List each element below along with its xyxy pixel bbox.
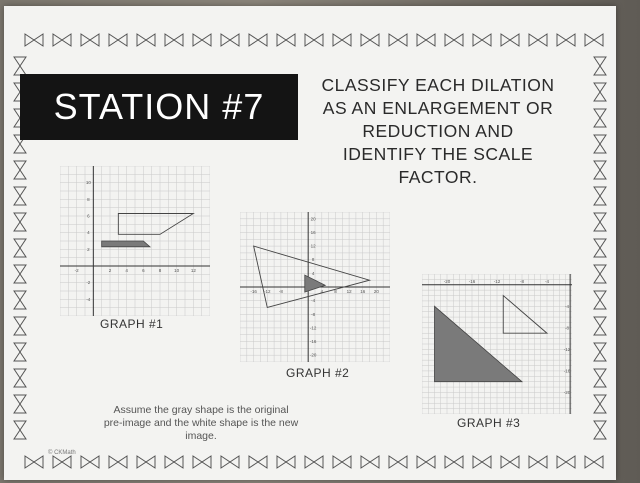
tick-label: -4 [311, 298, 316, 304]
tick-label: -16 [250, 289, 257, 294]
tick-label: 10 [174, 268, 180, 273]
tick-label: 4 [125, 268, 128, 273]
border-arrow-icon [594, 265, 606, 283]
border-arrow-icon [594, 291, 606, 309]
border-arrow-icon [417, 456, 435, 468]
tick-label: 8 [158, 268, 162, 273]
border-arrow-icon [14, 317, 26, 335]
border-arrow-icon [14, 395, 26, 413]
tick-label: -16 [309, 339, 317, 345]
border-arrow-icon [557, 456, 575, 468]
tick-label: -4 [564, 303, 570, 309]
instruction-line: FACTOR. [398, 167, 478, 187]
copyright: © CKMath [48, 450, 76, 456]
tick-label: 12 [190, 268, 196, 273]
border-arrow-icon [193, 34, 211, 46]
instruction-line: REDUCTION AND [362, 121, 514, 141]
border-arrow-icon [594, 213, 606, 231]
graph-2-label: GRAPH #2 [286, 366, 350, 380]
tick-label: 8 [334, 289, 337, 294]
border-arrow-icon [501, 34, 519, 46]
border-arrow-icon [417, 34, 435, 46]
tick-label: 4 [320, 289, 324, 294]
border-arrow-icon [277, 34, 295, 46]
border-arrow-icon [361, 34, 379, 46]
border-arrow-icon [445, 456, 463, 468]
border-arrow-icon [221, 456, 239, 468]
border-arrow-icon [137, 456, 155, 468]
border-arrow-icon [81, 456, 99, 468]
tick-label: 4 [311, 270, 315, 276]
border-arrow-icon [277, 456, 295, 468]
border-arrow-icon [333, 456, 351, 468]
note-line: pre-image and the white shape is the new [103, 417, 299, 429]
border-arrow-icon [81, 34, 99, 46]
border-arrow-icon [109, 34, 127, 46]
border-arrow-icon [594, 57, 606, 75]
graph-3 [422, 274, 572, 414]
border-arrow-icon [305, 34, 323, 46]
tick-label: 16 [310, 229, 316, 235]
border-arrow-icon [53, 456, 71, 468]
border-arrow-icon [594, 161, 606, 179]
border-arrow-icon [109, 456, 127, 468]
tick-label: 6 [142, 268, 145, 273]
tick-label: -8 [311, 311, 316, 317]
border-arrow-icon [14, 57, 26, 75]
border-arrow-icon [53, 34, 71, 46]
border-arrow-icon [221, 34, 239, 46]
border-arrow-icon [165, 34, 183, 46]
tick-label: -20 [443, 278, 451, 284]
border-arrow-icon [165, 456, 183, 468]
tick-label: 20 [373, 289, 379, 294]
tick-label: -16 [468, 278, 476, 284]
tick-label: -12 [309, 325, 317, 331]
border-arrow-icon [305, 456, 323, 468]
border-arrow-icon [389, 456, 407, 468]
border-arrow-icon [529, 34, 547, 46]
border-arrow-icon [14, 239, 26, 257]
border-arrow-icon [25, 34, 43, 46]
border-arrow-icon [594, 83, 606, 101]
border-arrow-icon [14, 213, 26, 231]
border-arrow-icon [25, 456, 43, 468]
tick-label: 20 [310, 216, 316, 222]
gray-preimage [102, 241, 150, 247]
border-arrow-icon [594, 395, 606, 413]
instruction-line: AS AN ENLARGEMENT OR [322, 98, 554, 118]
border-arrow-icon [249, 34, 267, 46]
graph-2 [240, 212, 390, 362]
border-arrow-icon [14, 187, 26, 205]
border-arrow-icon [361, 456, 379, 468]
border-arrow-icon [594, 135, 606, 153]
border-arrow-icon [473, 34, 491, 46]
white-image [118, 214, 193, 235]
tick-label: 6 [87, 213, 90, 219]
border-arrow-icon [594, 421, 606, 439]
border-arrow-icon [585, 34, 603, 46]
border-arrow-icon [594, 239, 606, 257]
tick-label: 4 [87, 230, 90, 236]
station-title: STATION #7 [53, 86, 265, 127]
border-arrow-icon [333, 34, 351, 46]
border-arrow-icon [594, 187, 606, 205]
station-banner [20, 74, 298, 140]
tick-label: -2 [86, 280, 91, 286]
tick-label: -12 [563, 346, 571, 352]
tick-label: 2 [108, 268, 112, 273]
white-image [503, 296, 547, 334]
border-arrow-icon [594, 109, 606, 127]
border-arrow-icon [594, 343, 606, 361]
border-arrow-icon [137, 34, 155, 46]
border-arrow-icon [14, 343, 26, 361]
border-arrow-icon [14, 291, 26, 309]
border-arrow-icon [585, 456, 603, 468]
tick-label: 12 [310, 243, 316, 249]
tick-label: 10 [85, 180, 91, 186]
border-arrow-icon [557, 34, 575, 46]
border-arrow-icon [473, 456, 491, 468]
tick-label: -12 [264, 289, 271, 294]
border-arrow-icon [14, 421, 26, 439]
tick-label: 8 [311, 257, 315, 263]
border-arrow-icon [14, 369, 26, 387]
tick-label: -8 [278, 289, 283, 294]
graph-1 [60, 166, 210, 316]
border-arrow-icon [249, 456, 267, 468]
border-arrow-icon [445, 34, 463, 46]
tick-label: 8 [87, 196, 90, 202]
instructions [304, 74, 572, 189]
tick-label: -4 [544, 278, 550, 284]
worksheet-paper [4, 6, 616, 480]
border-arrow-icon [389, 34, 407, 46]
border-arrow-icon [14, 161, 26, 179]
note [66, 404, 336, 443]
tick-label: -12 [493, 278, 501, 284]
instruction-line: CLASSIFY EACH DILATION [321, 75, 555, 95]
border-arrow-icon [529, 456, 547, 468]
tick-label: 16 [360, 289, 366, 294]
border-arrow-icon [594, 317, 606, 335]
tick-label: 12 [346, 289, 352, 294]
tick-label: -20 [309, 352, 317, 358]
tick-label: -2 [74, 268, 79, 273]
tick-label: -8 [564, 325, 570, 331]
tick-label: 2 [87, 246, 90, 252]
graph-3-label: GRAPH #3 [457, 416, 521, 430]
graph-1-label: GRAPH #1 [100, 317, 164, 331]
border-arrow-icon [193, 456, 211, 468]
tick-label: -4 [86, 296, 91, 302]
border-arrow-icon [14, 265, 26, 283]
tick-label: -8 [519, 278, 525, 284]
note-line: image. [185, 430, 217, 442]
note-line: Assume the gray shape is the original [113, 404, 289, 416]
instruction-line: IDENTIFY THE SCALE [342, 144, 534, 164]
tick-label: -20 [563, 389, 571, 395]
tick-label: -16 [563, 368, 571, 374]
border-arrow-icon [594, 369, 606, 387]
border-arrow-icon [501, 456, 519, 468]
